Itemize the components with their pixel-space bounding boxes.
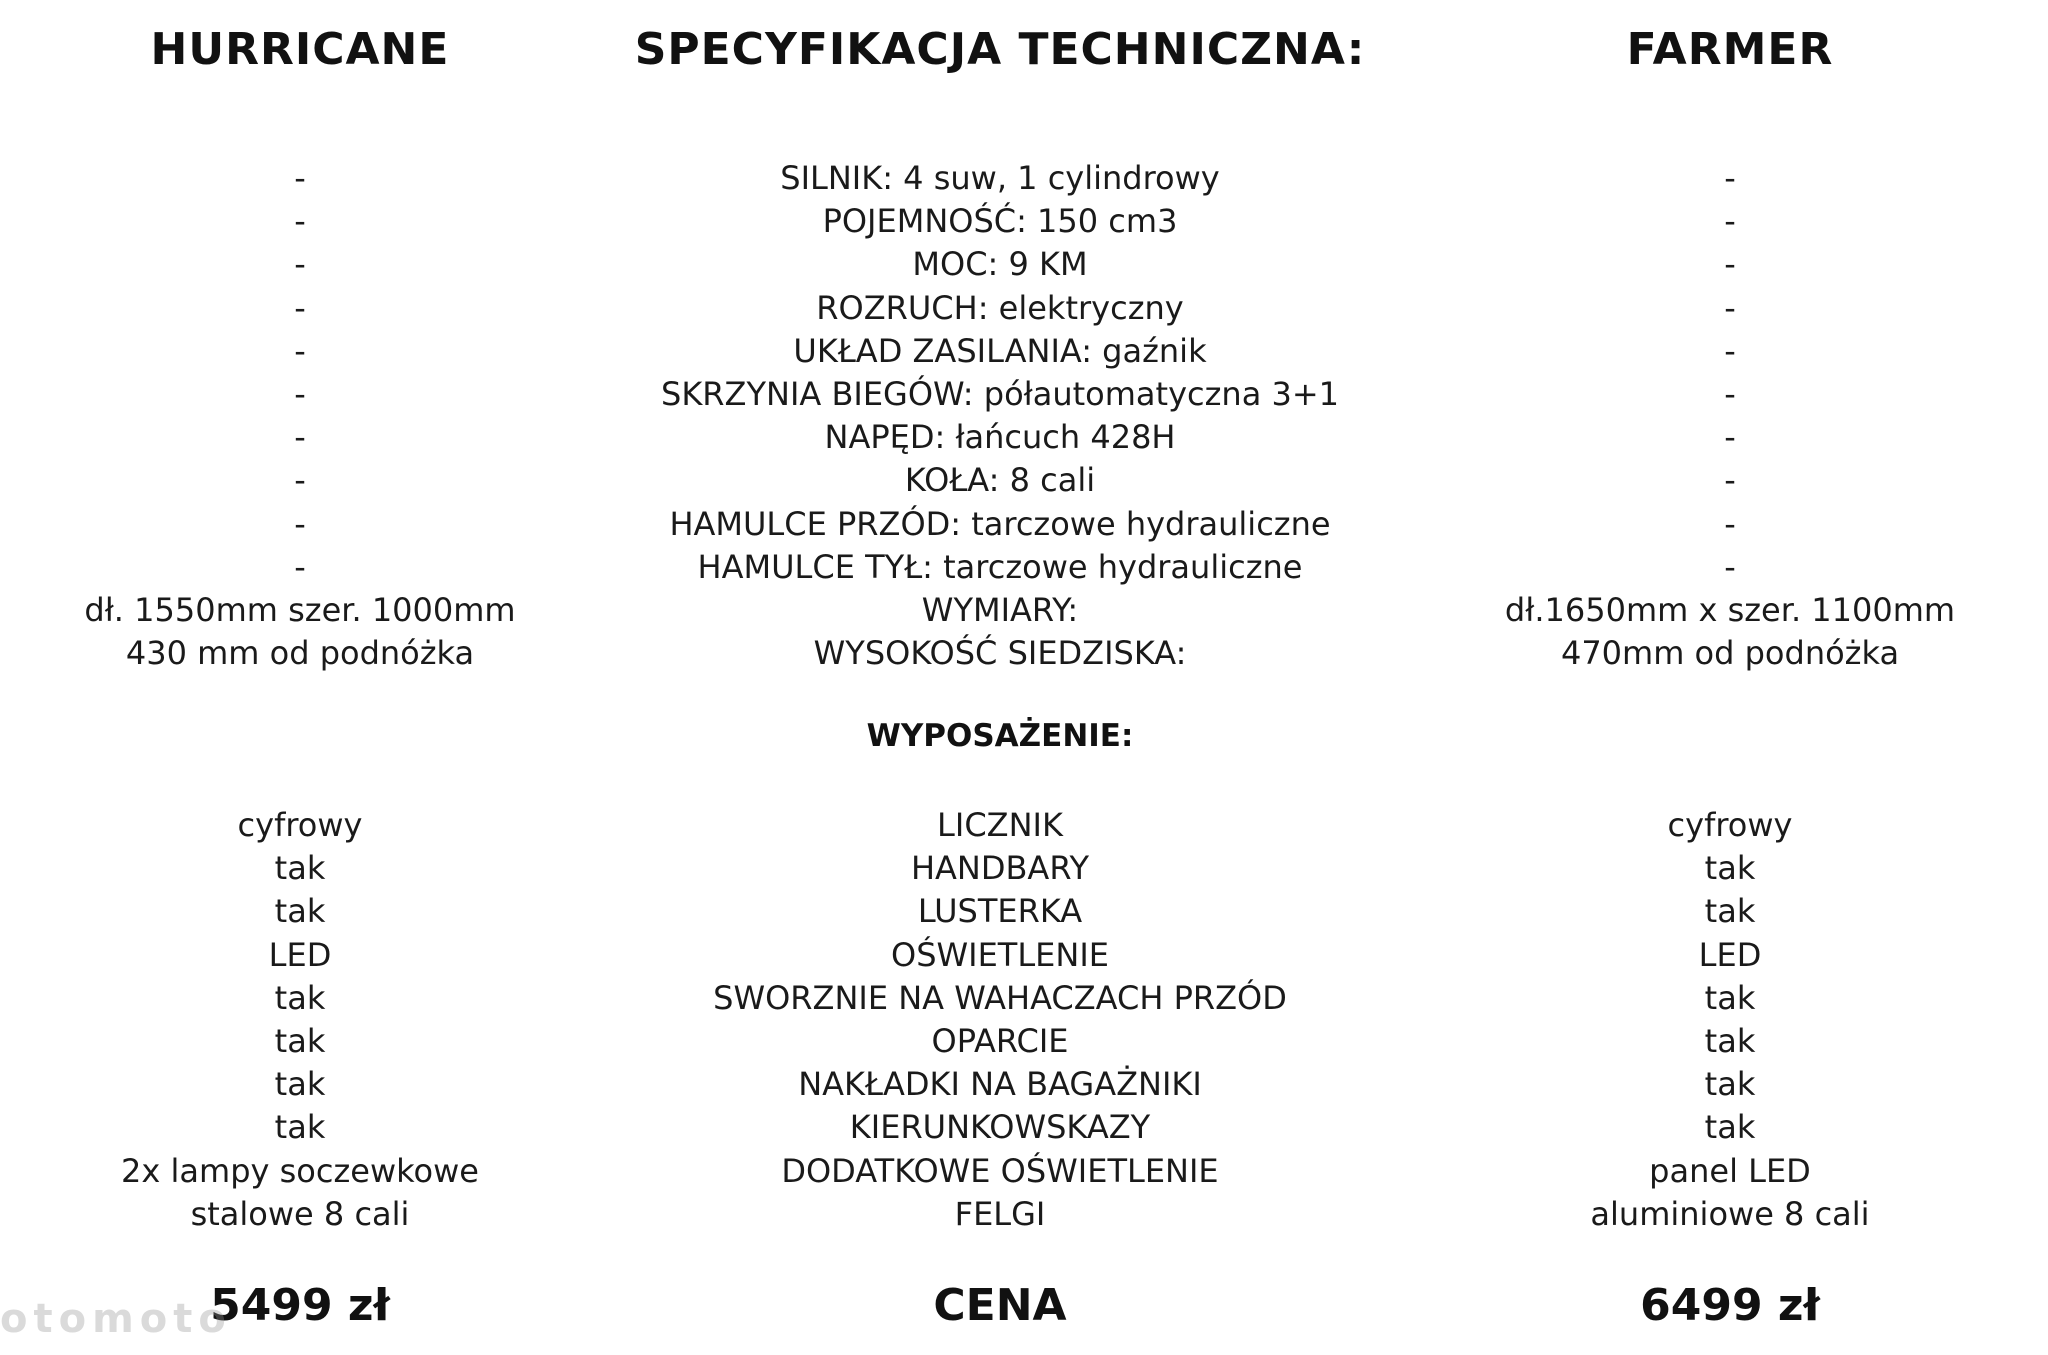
spec-values-farmer xyxy=(1460,157,2000,675)
spec-value: - xyxy=(1724,547,1736,586)
column-title-hurricane: HURRICANE xyxy=(150,24,450,75)
equipment-label: NAKŁADKI NA BAGAŻNIKI xyxy=(798,1065,1202,1104)
equipment-value: cyfrowy xyxy=(1667,806,1793,844)
equipment-value: tak xyxy=(274,1065,326,1104)
equipment-value: cyfrowy xyxy=(237,806,363,844)
price-label: CENA xyxy=(933,1280,1067,1331)
equipment-value: tak xyxy=(274,978,326,1017)
spec-label: WYSOKOŚĆ SIEDZISKA: xyxy=(813,634,1187,673)
page-title: SPECYFIKACJA TECHNICZNA: xyxy=(634,24,1366,75)
equipment-value: panel LED xyxy=(1649,1151,1811,1190)
spec-value: - xyxy=(1724,159,1736,197)
equipment-values-hurricane xyxy=(40,804,560,1236)
spec-label: SKRZYNIA BIEGÓW: półautomatyczna 3+1 xyxy=(661,374,1339,413)
spec-value: - xyxy=(294,159,306,197)
equipment-label: KIERUNKOWSKAZY xyxy=(849,1108,1151,1147)
equipment-value: tak xyxy=(1704,978,1756,1017)
spec-value: - xyxy=(294,547,306,586)
spec-label: ROZRUCH: elektryczny xyxy=(816,288,1184,327)
equipment-value: tak xyxy=(274,849,326,888)
equipment-value: stalowe 8 cali xyxy=(190,1194,410,1233)
equipment-values-farmer xyxy=(1460,804,2000,1236)
equipment-section-title: WYPOSAŻENIE: xyxy=(866,718,1134,754)
spec-label: HAMULCE PRZÓD: tarczowe hydrauliczne xyxy=(669,504,1331,543)
spec-value: - xyxy=(1724,331,1736,370)
spec-value: - xyxy=(1724,202,1736,241)
spec-values-hurricane xyxy=(40,157,560,675)
equipment-value: tak xyxy=(1704,1108,1756,1147)
equipment-labels xyxy=(620,804,1380,1236)
spec-value: - xyxy=(1724,288,1736,327)
spec-value: - xyxy=(1724,504,1736,543)
spec-value: - xyxy=(1724,245,1736,284)
spec-value: - xyxy=(1724,461,1736,500)
spec-value: dł.1650mm x szer. 1100mm xyxy=(1504,590,1956,629)
spec-value: - xyxy=(294,331,306,370)
spec-value: - xyxy=(1724,374,1736,413)
spec-label: NAPĘD: łańcuch 428H xyxy=(824,418,1176,457)
equipment-value: tak xyxy=(274,1108,326,1147)
equipment-label: HANDBARY xyxy=(910,849,1090,888)
equipment-value: 2x lampy soczewkowe xyxy=(121,1151,479,1190)
spec-label: WYMIARY: xyxy=(921,590,1079,629)
spec-label: UKŁAD ZASILANIA: gaźnik xyxy=(793,331,1207,370)
equipment-value: aluminiowe 8 cali xyxy=(1590,1194,1870,1233)
spec-label: MOC: 9 KM xyxy=(912,245,1088,284)
spec-value: 470mm od podnóżka xyxy=(1560,634,1900,673)
price-farmer: 6499 zł xyxy=(1640,1280,1820,1331)
equipment-value: LED xyxy=(268,935,332,974)
equipment-value: tak xyxy=(1704,892,1756,931)
spec-label: KOŁA: 8 cali xyxy=(904,461,1096,500)
spec-value: - xyxy=(294,374,306,413)
spec-value: - xyxy=(294,202,306,241)
spec-value: dł. 1550mm szer. 1000mm xyxy=(84,590,516,629)
spec-value: - xyxy=(294,504,306,543)
spec-value: - xyxy=(1724,418,1736,457)
equipment-label: LUSTERKA xyxy=(917,892,1083,931)
equipment-value: tak xyxy=(1704,849,1756,888)
equipment-value: LED xyxy=(1698,935,1762,974)
price-hurricane: 5499 zł xyxy=(210,1280,390,1331)
spec-value: - xyxy=(294,245,306,284)
equipment-label: FELGI xyxy=(954,1194,1046,1233)
equipment-value: tak xyxy=(1704,1065,1756,1104)
spec-value: - xyxy=(294,288,306,327)
spec-label: POJEMNOŚĆ: 150 cm3 xyxy=(822,202,1178,241)
spec-value: 430 mm od podnóżka xyxy=(125,634,475,673)
equipment-value: tak xyxy=(274,1021,326,1060)
equipment-label: LICZNIK xyxy=(937,806,1063,844)
column-title-farmer: FARMER xyxy=(1626,24,1834,75)
watermark: otomoto xyxy=(0,1296,232,1342)
equipment-label: OŚWIETLENIE xyxy=(891,935,1109,974)
spec-value: - xyxy=(294,461,306,500)
spec-labels xyxy=(620,157,1380,675)
equipment-label: SWORZNIE NA WAHACZACH PRZÓD xyxy=(713,978,1287,1017)
equipment-value: tak xyxy=(274,892,326,931)
equipment-label: DODATKOWE OŚWIETLENIE xyxy=(781,1151,1219,1190)
equipment-value: tak xyxy=(1704,1021,1756,1060)
spec-label: HAMULCE TYŁ: tarczowe hydrauliczne xyxy=(697,547,1303,586)
spec-label: SILNIK: 4 suw, 1 cylindrowy xyxy=(780,159,1220,197)
equipment-label: OPARCIE xyxy=(931,1021,1069,1060)
spec-value: - xyxy=(294,418,306,457)
